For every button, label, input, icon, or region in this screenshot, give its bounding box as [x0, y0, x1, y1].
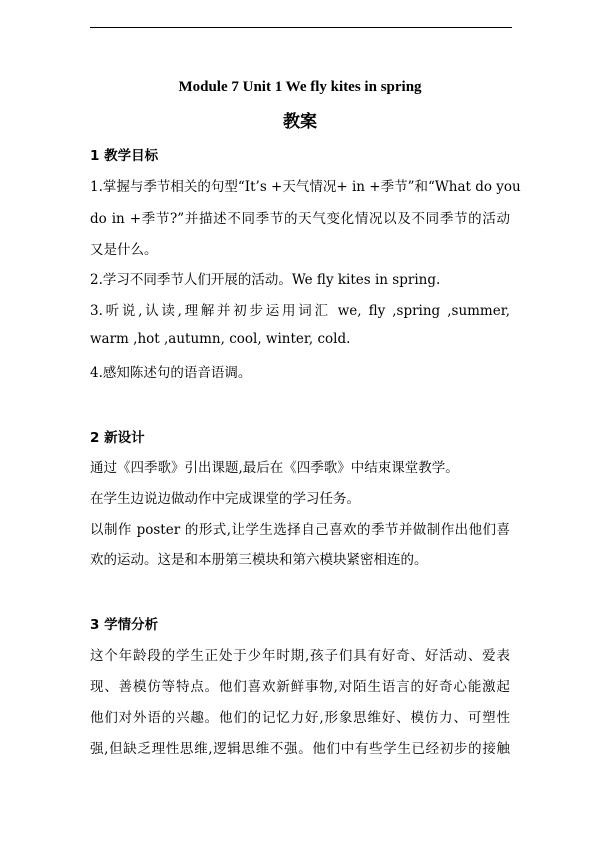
paragraph-line: 1.掌握与季节相关的句型“It’s +天气情况+ in +季节”和“What do you — [90, 179, 521, 195]
paragraph-line: 通过《四季歌》引出课题,最后在《四季歌》中结束课堂教学。 — [90, 460, 459, 476]
section-heading-analysis: 3 学情分析 — [90, 617, 159, 633]
paragraph-line: 3.听说,认读,理解并初步运用词汇 we, fly ,spring ,summer, — [90, 303, 510, 319]
paragraph-line: 以制作 poster 的形式,让学生选择自己喜欢的季节并做制作出他们喜 — [90, 522, 510, 538]
header-rule — [90, 27, 512, 28]
section-heading-design: 2 新设计 — [90, 430, 145, 446]
paragraph-line: 2.学习不同季节人们开展的活动。We fly kites in spring. — [90, 272, 441, 288]
paragraph-line: 在学生边说边做动作中完成课堂的学习任务。 — [90, 491, 360, 507]
paragraph-line: 这个年龄段的学生正处于少年时期,孩子们具有好奇、好活动、爱表 — [90, 648, 510, 664]
paragraph-line: warm ,hot ,autumn, cool, winter, cold. — [90, 331, 351, 347]
paragraph-line: 他们对外语的兴趣。他们的记忆力好,形象思维好、模仿力、可塑性 — [90, 710, 510, 726]
paragraph-line: 4.感知陈述句的语音语调。 — [90, 365, 252, 381]
paragraph-line: 欢的运动。这是和本册第三模块和第六模块紧密相连的。 — [90, 552, 428, 568]
section-heading-objectives: 1 教学目标 — [90, 148, 159, 164]
page-subtitle: 教案 — [283, 112, 317, 132]
paragraph-line: 现、善模仿等特点。他们喜欢新鲜事物,对陌生语言的好奇心能激起 — [90, 679, 510, 695]
paragraph-line: 强,但缺乏理性思维,逻辑思维不强。他们中有些学生已经初步的接触 — [90, 741, 510, 757]
paragraph-line: do in +季节?”并描述不同季节的天气变化情况以及不同季节的活动 — [90, 211, 510, 227]
page-title: Module 7 Unit 1 We fly kites in spring — [178, 79, 422, 95]
paragraph-line: 又是什么。 — [90, 242, 158, 258]
